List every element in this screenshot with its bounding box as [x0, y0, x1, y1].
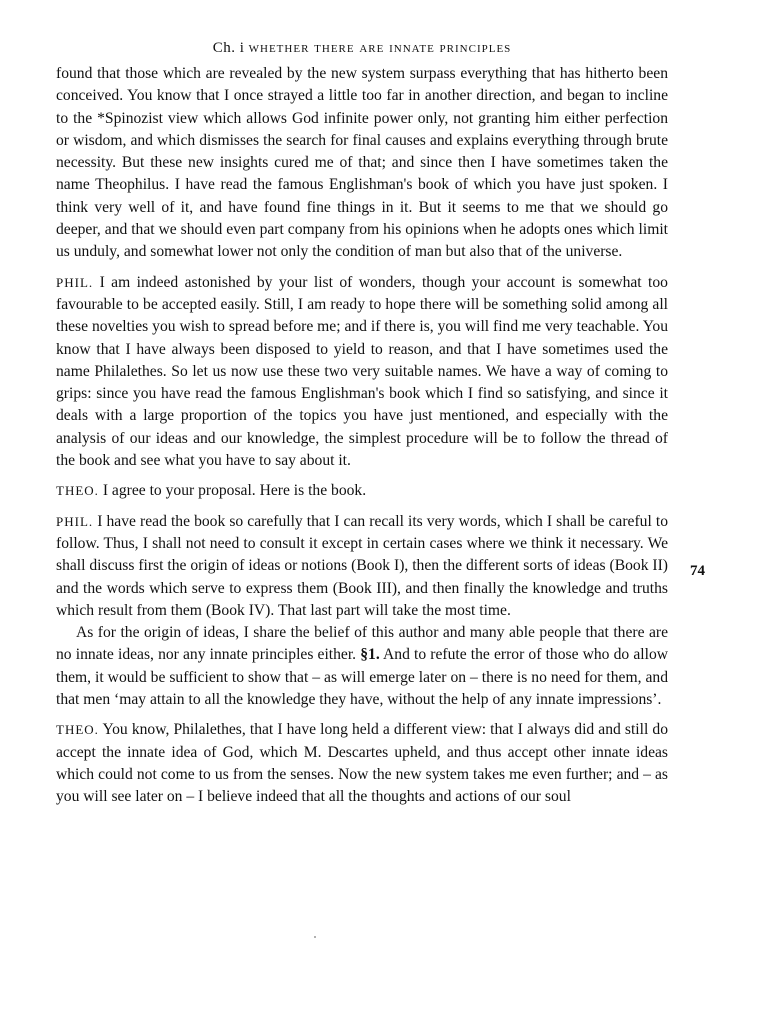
paragraph-text: As for the origin of ideas, I share the belief of this author and many able people that there are no innate ideas, nor any innate principles either.: [56, 624, 668, 664]
running-head: [56, 40, 668, 57]
paragraph: [56, 511, 668, 622]
paragraph-text: found that those which are revealed by the new system surpass everything that has hitherto been conceived. You know that I once strayed a little too far in another direction, and began to incline to the *Spinozist view which allows God infinite power only, not granting him either perfection or wisdom, and which dismisses the search for final causes and explains everything through brute necessity. But these new insights cured me of that; and since then I have sometimes taken the name Theophilus. I have read the famous Englishman's book of which you have just spoken. I think very well of it, and have found fine things in it. But it seems to me that we should go deeper, and that we should even part company from his opinions when he adopts ones which limit us unduly, and somewhat lower not only the condition of man but also that of the universe.: [56, 65, 668, 261]
speaker-label: PHIL.: [56, 274, 94, 290]
speaker-label: THEO.: [56, 483, 99, 499]
paragraph: [56, 63, 668, 264]
paragraph: [56, 719, 668, 808]
paragraph-text: I have read the book so carefully that I can recall its very words, which I shall be careful to follow. Thus, I shall not need to consult it except in certain cases where we think it necessary. We shall discuss first the origin of ideas or notions (Book I), then the different sorts of ideas (Book II) and the words which serve to express them (Book III), and then finally the knowledge and truths which result from them (Book IV). That last part will take the most time.: [56, 512, 668, 619]
paragraph-text: I agree to your proposal. Here is the book.: [102, 482, 367, 500]
margin-page-number: 74: [690, 563, 705, 579]
scan-speck: [314, 936, 316, 938]
chapter-label: Ch. i: [212, 40, 245, 56]
paragraph-text-continued: And to refute the error of those who do allow them, it would be sufficient to show that – as will emerge later on – there is no need for them, and that men ‘may attain to all the knowledge they have, without the help of any innate impressions’.: [56, 646, 669, 709]
speaker-label: THEO.: [56, 722, 99, 738]
paragraph-text: You know, Philalethes, that I have long held a different view: that I always did and still do accept the innate idea of God, which M. Descartes upheld, and thus accept other innate ideas which could not come to us from the senses. Now the new system takes me even further; and – as you will see later on – I believe indeed that all the thoughts and actions of our soul: [56, 721, 668, 806]
page-body: [56, 40, 668, 809]
paragraph: [56, 272, 668, 473]
paragraph-text: I am indeed astonished by your list of wonders, though your account is somewhat too favourable to be accepted easily. Still, I am ready to hope there will be something solid among all these novelties you wish to spread before me; and if there is, you will find me very teachable. You know that I have always been disposed to yield to reason, and that I have sometimes used the name Philalethes. So let us now use these two very suitable names. We have a way of coming to grips: since you have read the famous Englishman's book which I find so satisfying, and since it deals with a large proportion of the topics you have just mentioned, and especially with the analysis of our ideas and our knowledge, the simplest procedure will be to follow the thread of the book and see what you have to say about it.: [56, 273, 668, 470]
section-marker: §1.: [360, 646, 380, 664]
paragraph: [56, 480, 668, 502]
paragraph: [56, 622, 668, 711]
speaker-label: PHIL.: [56, 513, 94, 529]
chapter-title: whether there are innate principles: [248, 40, 512, 56]
